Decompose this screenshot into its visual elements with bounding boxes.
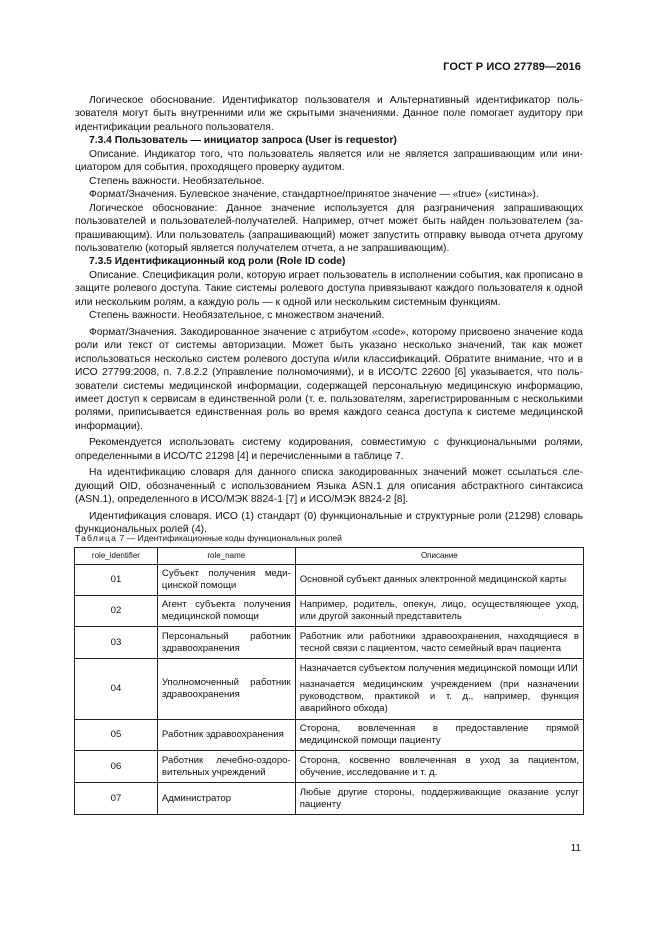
paragraph: Описание. Индикатор того, что пользователь является или не является запрашивающим или инициатором для события, проходящего проверку аудитом. [75, 148, 583, 174]
role-name-cell: Работник лечебно-оздоровительных учреждений [157, 751, 295, 783]
paragraph: Рекомендуется использовать систему кодирования, совместимую с функциональными ролями, определенными в ИСО/ТС 21298 [4] и перечисленными в таблице 7. [75, 437, 583, 462]
role-id-cell: 01 [75, 565, 158, 596]
table-row [75, 659, 584, 720]
paragraph: Логическое обоснование: Данное значение используется для разграничения запрашивающих пользователей и пользователей-получателей. Например, отчет может быть найден пользователем (запрашивающим). Или пользователь (запрашивающий) может запустить отправку вывода отчета другому пользователю (который является получателем отчета, а не запрашивающим). [75, 202, 583, 254]
standard-header: ГОСТ Р ИСО 27789—2016 [443, 61, 581, 73]
role-id-cell: 07 [75, 783, 158, 815]
role-name-cell: Работник здравоохранения [157, 720, 295, 751]
description-cell: Сторона, вовлеченная в предоставление прямой медицинской помощи пациенту [295, 720, 583, 751]
paragraph: Степень важности. Необязательное. [89, 175, 265, 187]
description-cell [295, 659, 583, 720]
paragraph: Описание. Спецификация роли, которую играет пользователь в исполнении события, как прописано в защите ролевого доступа. Такие системы ролевого доступа привязывают каждого пользователя к одной или нескольким ролям, а каждую роль — к одной или нескольким системным функциям. [75, 269, 583, 308]
paragraph: Логическое обоснование. Идентификатор пользователя и Альтернативный идентификатор пользователя могут быть внутренними или же скрытыми значениями. Данное поле помогает аудитору при идентификации реального пользователя. [75, 95, 583, 133]
column-header: role_name [157, 548, 295, 565]
role-name-cell: Уполномоченный работник здравоохранения [157, 659, 295, 720]
role-name-cell: Персональный работник здравоохранения [157, 627, 295, 659]
role-id-cell: 04 [75, 659, 158, 720]
table-header-row [75, 548, 584, 565]
table-row [75, 627, 584, 659]
paragraph: Формат/Значения. Булевское значение, стандартное/принятое значение — «true» («истина»). [89, 189, 539, 201]
description-line: назначается медицинским учреждением (при назначении руководством, практикой и т. д., например, функция аварийного обхода) [299, 678, 579, 715]
table-row [75, 783, 584, 815]
role-name-cell: Субъект получения медицинской помощи [157, 565, 295, 596]
table-row [75, 596, 584, 627]
table-row [75, 720, 584, 751]
description-cell: Сторона, косвенно вовлеченная в уход за пациентом, обучение, исследование и т. д. [295, 751, 583, 783]
column-header: role_identifier [75, 548, 158, 565]
description-cell: Любые другие стороны, поддерживающие оказание услуг пациенту [295, 783, 583, 815]
description-cell: Основной субъект данных электронной медицинской карты [295, 565, 583, 596]
role-name-cell: Администратор [157, 783, 295, 815]
body-text [75, 94, 583, 537]
role-id-cell: 05 [75, 720, 158, 751]
paragraph: Формат/Значения. Закодированное значение с атрибутом «code», которому присвоено значение кода роли или текст от системы авторизации. Может быть указано несколько значений, так как может использоваться несколько систем ролевого доступа и/или классификаций. Обратите внимание, что и в ИСО 27799:2008, п. 7.8.2.2 (Управление полномочиями), и в ИСО/ТС 22600 [6] указывается, что пользователи системы медицинской информации, содержащей персональную медицинскую информацию, имеет доступ к сервисам в единственной роли (т. е. пользователям, зарегистрированным с несколькими ролями, приписывается единственная роль во время каждого сеанса доступа к системе медицинской информации). [75, 326, 583, 432]
table-row [75, 565, 584, 596]
section-heading: 7.3.4 Пользователь — инициатор запроса (User is requestor) [89, 135, 397, 147]
page-number: 11 [570, 843, 581, 854]
roles-table [74, 547, 584, 815]
table-row [75, 751, 584, 783]
column-header: Описание [295, 548, 583, 565]
role-name-cell: Агент субъекта получения медицинской помощи [157, 596, 295, 627]
role-id-cell: 02 [75, 596, 158, 627]
description-line: Назначается субъектом получения медицинской помощи ИЛИ [299, 663, 578, 675]
paragraph: Идентификация словаря. ИСО (1) стандарт (0) функциональные и структурные роли (21298) словарь функциональных ролей (4). [75, 510, 583, 536]
role-id-cell: 06 [75, 751, 158, 783]
description-cell: Работник или работники здравоохранения, находящиеся в тесной связи с пациентом, часто семейный врач пациента [295, 627, 583, 659]
role-id-cell: 03 [75, 627, 158, 659]
paragraph: Степень важности. Необязательное, с множеством значений. [89, 310, 385, 322]
table-caption-label: Таблица [75, 533, 118, 543]
table-caption-text: 7 — Идентификационные коды функциональных ролей [119, 533, 342, 543]
paragraph: На идентификацию словаря для данного списка закодированных значений может ссылаться следующий OID, обозначенный с использованием Языка ASN.1 для описания абстрактного синтаксиса (ASN.1), определенного в ИСО/МЭК 8824-1 [7] и ИСО/МЭК 8824-2 [8]. [75, 467, 583, 506]
table-caption [75, 533, 342, 543]
description-cell: Например, родитель, опекун, лицо, осуществляющее уход, или другой законный представитель [295, 596, 583, 627]
section-heading: 7.3.5 Идентификационный код роли (Role ID code) [89, 256, 346, 268]
